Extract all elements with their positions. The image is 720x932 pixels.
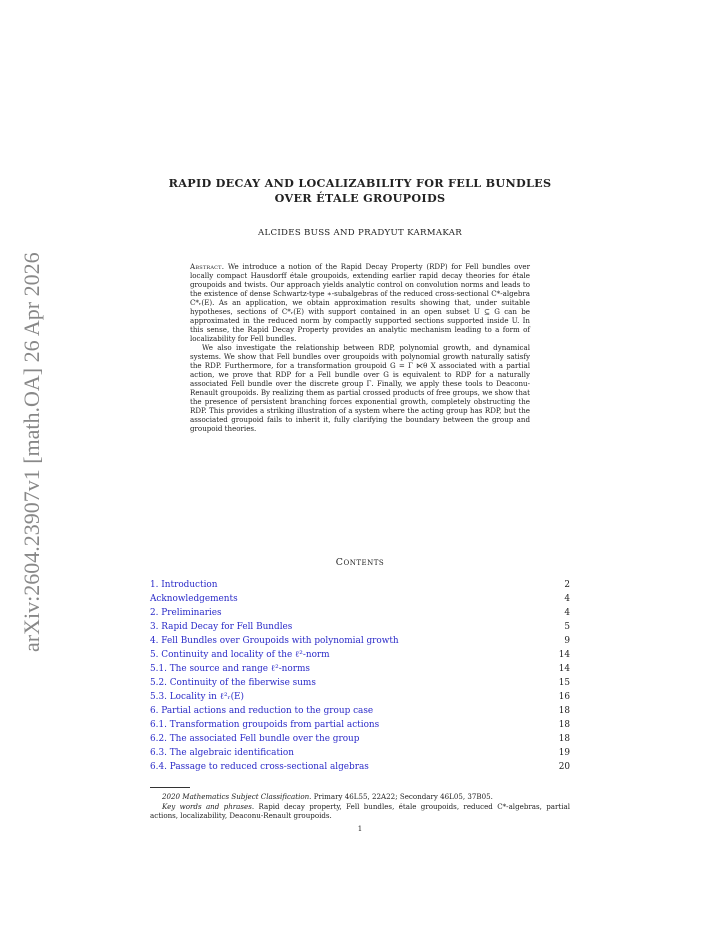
- authors: ALCIDES BUSS AND PRADYUT KARMAKAR: [257, 228, 463, 238]
- toc-page-number: 14: [558, 664, 570, 674]
- footnote-msc: [150, 792, 570, 802]
- toc-page-number: 15: [558, 678, 570, 688]
- toc-link[interactable]: 5.1. The source and range ℓ²-norms: [150, 664, 310, 674]
- toc-page-number: 14: [558, 650, 570, 660]
- toc-entry[interactable]: [150, 606, 570, 620]
- abstract: [190, 262, 530, 433]
- toc-link[interactable]: 1. Introduction: [150, 580, 218, 590]
- toc-entry[interactable]: [150, 760, 570, 774]
- footnote-keywords: [150, 802, 570, 821]
- footnote-rule: [150, 787, 190, 788]
- toc-entry[interactable]: [150, 732, 570, 746]
- toc-entry[interactable]: [150, 662, 570, 676]
- toc-link[interactable]: Acknowledgements: [150, 594, 238, 604]
- toc-entry[interactable]: [150, 704, 570, 718]
- abstract-label: Abstract.: [190, 262, 225, 271]
- toc-page-number: 20: [558, 762, 570, 772]
- footnotes: [150, 792, 570, 821]
- toc-link[interactable]: 6.2. The associated Fell bundle over the group: [150, 734, 360, 744]
- toc-link[interactable]: 5.3. Locality in ℓ²ᵣ(E): [150, 692, 245, 702]
- toc-entry[interactable]: [150, 718, 570, 732]
- toc-link[interactable]: 2. Preliminaries: [150, 608, 222, 618]
- toc-entry[interactable]: [150, 690, 570, 704]
- toc-page-number: 9: [564, 636, 570, 646]
- arxiv-identifier: arXiv:2604.23907v1 [math.OA] 26 Apr 2026: [19, 252, 44, 652]
- toc-link[interactable]: 4. Fell Bundles over Groupoids with polynomial growth: [150, 636, 399, 646]
- toc-page-number: 18: [558, 706, 570, 716]
- toc-page-number: 19: [558, 748, 570, 758]
- paper-title: [150, 176, 570, 206]
- abstract-text-1: We introduce a notion of the Rapid Decay Property (RDP) for Fell bundles over locally compact Hausdorff étale groupoids, extending earlier rapid decay theories for étale groupoids and twists. Our approach yields analytic control on convolution norms and leads to the existence of dense Schwartz-type ∗-subalgebras of the reduced cross-sectional C*-algebra C*ᵣ(E). As an application, we obtain approximation results showing that, under suitable hypotheses, sections of C*ᵣ(E) with support contained in an open subset U ⊆ G can be approximated in the reduced norm by compactly supported sections supported inside U. In this sense, the Rapid Decay Property provides an analytic mechanism leading to a form of localizability for Fell bundles.: [190, 262, 530, 343]
- title-line-1: RAPID DECAY AND LOCALIZABILITY FOR FELL BUNDLES: [168, 176, 552, 190]
- title-line-2: OVER ÉTALE GROUPOIDS: [274, 191, 446, 205]
- toc-link[interactable]: 3. Rapid Decay for Fell Bundles: [150, 622, 293, 632]
- toc-link[interactable]: 6.1. Transformation groupoids from partial actions: [150, 720, 380, 730]
- toc-page-number: 5: [564, 622, 570, 632]
- toc-link[interactable]: 6.3. The algebraic identification: [150, 748, 294, 758]
- toc-link[interactable]: 5. Continuity and locality of the ℓ²-norm: [150, 650, 330, 660]
- footnote-msc-label: 2020 Mathematics Subject Classification.: [162, 792, 312, 801]
- toc-entry[interactable]: [150, 592, 570, 606]
- toc-page-number: 4: [564, 594, 570, 604]
- page-number: 1: [357, 825, 363, 833]
- footnote-keywords-label: Key words and phrases.: [162, 801, 255, 811]
- toc-page-number: 4: [564, 608, 570, 618]
- toc-link[interactable]: 6. Partial actions and reduction to the group case: [150, 706, 374, 716]
- toc-entry[interactable]: [150, 634, 570, 648]
- table-of-contents: [150, 578, 570, 774]
- toc-page-number: 16: [558, 692, 570, 702]
- abstract-paragraph-1: [190, 262, 530, 343]
- toc-page-number: 18: [558, 720, 570, 730]
- toc-page-number: 18: [558, 734, 570, 744]
- toc-entry[interactable]: [150, 648, 570, 662]
- footnote-keywords-text: Rapid decay property, Fell bundles, étale groupoids, reduced C*-algebras, partial actions, localizability, Deaconu-Renault groupoids.: [150, 801, 571, 821]
- toc-link[interactable]: 6.4. Passage to reduced cross-sectional algebras: [150, 762, 369, 772]
- abstract-paragraph-2: We also investigate the relationship between RDP, polynomial growth, and dynamical systems. We show that Fell bundles over groupoids with polynomial growth naturally satisfy the RDP. Furthermore, for a transformation groupoid G = Γ ⋉θ X associated with a partial action, we prove that RDP for a Fell bundle over G is equivalent to RDP for a naturally associated Fell bundle over the discrete group Γ. Finally, we apply these tools to Deaconu-Renault groupoids. By realizing them as partial crossed products of free groups, we show that the presence of persistent branching forces exponential growth, completely obstructing the RDP. This provides a striking illustration of a system where the acting group has RDP, but the associated groupoid fails to inherit it, fully clarifying the boundary between the group and groupoid theories.: [190, 343, 530, 433]
- footnote-msc-text: Primary 46L55, 22A22; Secondary 46L05, 37B05.: [313, 792, 493, 801]
- toc-entry[interactable]: [150, 578, 570, 592]
- toc-entry[interactable]: [150, 620, 570, 634]
- toc-page-number: 2: [564, 580, 570, 590]
- toc-entry[interactable]: [150, 676, 570, 690]
- toc-entry[interactable]: [150, 746, 570, 760]
- toc-link[interactable]: 5.2. Continuity of the fiberwise sums: [150, 678, 316, 688]
- contents-heading: Contents: [335, 557, 385, 568]
